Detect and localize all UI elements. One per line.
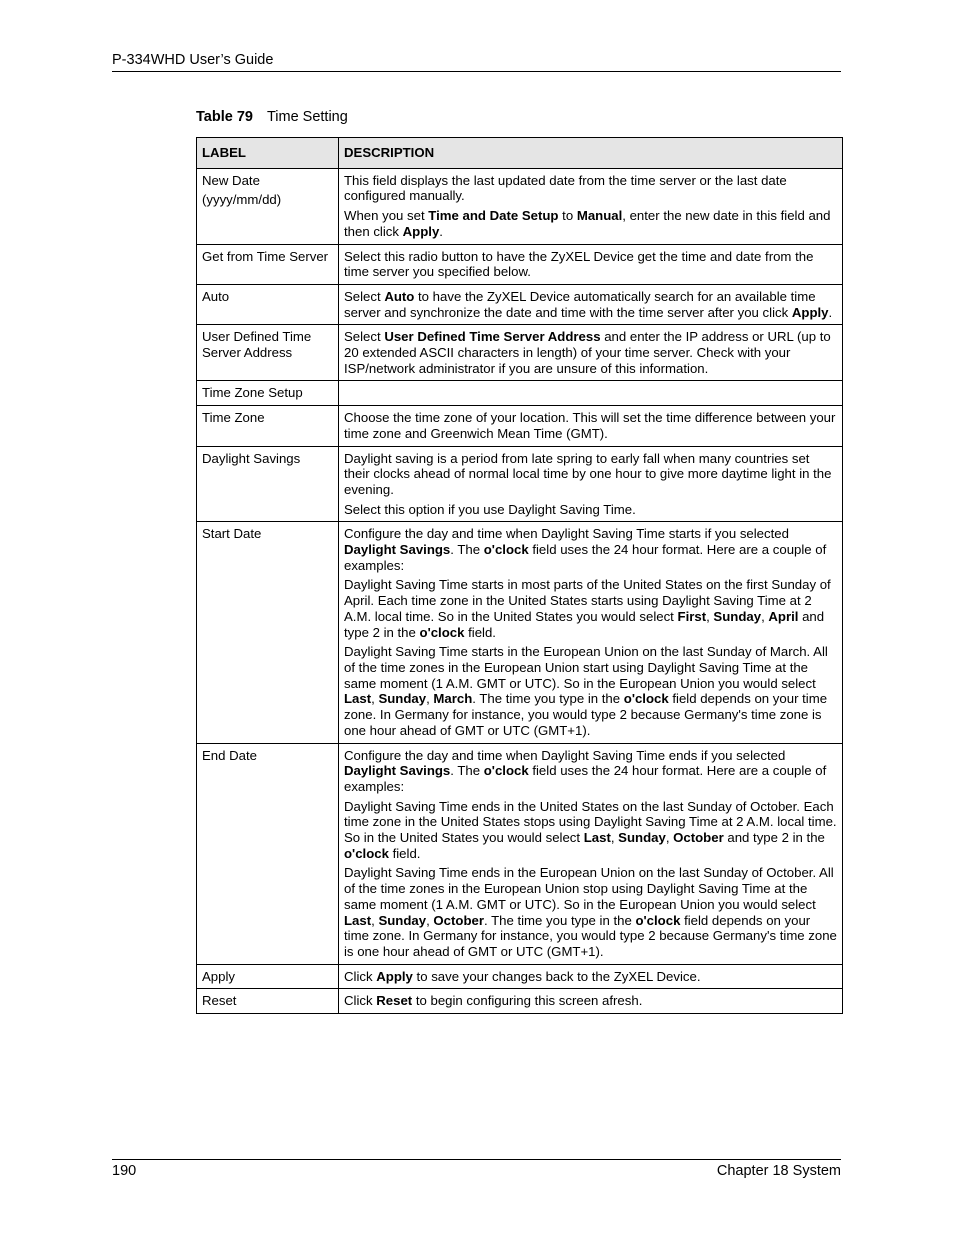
- description-text: Daylight Saving Time starts in the European Union on the last Sunday of March. All of the time zones in the European Union start using Daylight Saving Time at the same moment (1 A.M. GMT or UTC). So in the European Union you would select: [344, 644, 828, 691]
- description-text: field.: [464, 624, 496, 640]
- emphasized-term: o'clock: [483, 542, 529, 558]
- label-text: (yyyy/mm/dd): [202, 192, 282, 208]
- description-text: . The: [450, 542, 484, 558]
- table-body: [197, 168, 843, 1013]
- description-text: , enter the new date in this field and then click: [344, 208, 831, 239]
- description-text: Daylight Saving Time starts in most parts of the United States on the first Sunday of April. Each time zone in the United States starts using Daylight Saving Time at 2 A.M. local time. So in the United States you would select: [344, 577, 831, 624]
- label-text: Reset: [202, 993, 237, 1009]
- description-text: ,: [610, 830, 619, 846]
- label-text: Start Date: [202, 526, 262, 542]
- description-cell: [339, 168, 843, 244]
- label-text: Auto: [202, 288, 230, 304]
- table-row: [197, 964, 843, 989]
- description-cell: [339, 406, 843, 446]
- table-row: [197, 325, 843, 381]
- description-text: . The: [450, 763, 484, 779]
- label-text: Time Zone: [202, 410, 265, 426]
- description-paragraph: [344, 249, 838, 280]
- emphasized-term: Apply: [402, 223, 440, 239]
- emphasized-term: Sunday: [618, 830, 666, 846]
- label-text: User Defined Time Server Address: [202, 329, 312, 361]
- description-text: Click: [344, 993, 377, 1009]
- description-paragraph: [344, 451, 838, 498]
- label-cell: [197, 964, 339, 989]
- table-row: [197, 743, 843, 964]
- description-text: This field displays the last updated date from the time server or the last date configured manually.: [344, 172, 787, 204]
- emphasized-term: October: [673, 830, 724, 846]
- table-row: [197, 522, 843, 743]
- description-paragraph: [344, 526, 838, 573]
- footer-rule: [112, 1159, 841, 1160]
- description-text: and type 2 in the: [344, 608, 825, 640]
- description-cell: [339, 989, 843, 1014]
- label-text: Get from Time Server: [202, 248, 329, 264]
- label-cell: [197, 743, 339, 964]
- label-cell: [197, 406, 339, 446]
- emphasized-term: Daylight Savings: [344, 763, 451, 779]
- description-text: ,: [371, 691, 379, 707]
- description-paragraph: [344, 410, 838, 441]
- emphasized-term: Apply: [376, 968, 413, 984]
- description-paragraph: [344, 748, 838, 795]
- emphasized-term: Last: [583, 830, 611, 846]
- label-cell: [197, 325, 339, 381]
- emphasized-term: Time and Date Setup: [428, 208, 559, 224]
- description-text: field depends on your time zone. In Germany for instance, you would type 2 because Germany's time zone is one hour ahead of GMT or UTC (GMT+1).: [344, 691, 828, 738]
- header-rule: [112, 71, 841, 72]
- emphasized-term: Reset: [376, 993, 413, 1009]
- description-cell: [339, 964, 843, 989]
- description-cell: [339, 522, 843, 743]
- label-cell: [197, 284, 339, 324]
- label-cell: [197, 381, 339, 406]
- description-paragraph: [344, 208, 838, 239]
- description-text: Choose the time zone of your location. This will set the time difference between your time zone and Greenwich Mean Time (GMT).: [344, 410, 836, 441]
- emphasized-term: Auto: [384, 288, 415, 304]
- description-text: field depends on your time zone. In Germany for instance, you would type 2 because Germany's time zone is one hour ahead of GMT or UTC (GMT+1).: [344, 912, 837, 959]
- table-row: [197, 381, 843, 406]
- description-paragraph: [344, 329, 838, 376]
- description-paragraph: [344, 289, 838, 320]
- description-text: and type 2 in the: [723, 830, 825, 846]
- description-text: Daylight saving is a period from late spring to early fall when many countries set their clocks ahead of normal local time by one hour to give more daytime light in the evening.: [344, 450, 832, 497]
- description-text: .: [828, 304, 833, 320]
- emphasized-term: Apply: [791, 304, 829, 320]
- description-text: . The time you type in the: [472, 691, 624, 707]
- description-paragraph: [344, 644, 838, 738]
- emphasized-term: Last: [344, 691, 372, 707]
- table-row: [197, 168, 843, 244]
- column-header-description: DESCRIPTION: [339, 138, 843, 169]
- description-text: to save your changes back to the ZyXEL Device.: [412, 968, 701, 984]
- label-text: End Date: [202, 747, 257, 763]
- description-text: ,: [761, 608, 769, 624]
- label-cell: [197, 522, 339, 743]
- emphasized-term: o'clock: [344, 845, 389, 861]
- emphasized-term: o'clock: [623, 691, 669, 707]
- label-cell: [197, 446, 339, 522]
- description-paragraph: [344, 969, 838, 985]
- table-row: [197, 244, 843, 284]
- description-text: Select this option if you use Daylight Saving Time.: [344, 501, 636, 517]
- description-paragraph: [344, 173, 838, 204]
- description-text: When you set: [344, 208, 429, 224]
- description-paragraph: [344, 799, 838, 862]
- emphasized-term: o'clock: [483, 763, 529, 779]
- time-setting-table: [196, 137, 843, 1014]
- description-text: ,: [371, 912, 379, 928]
- description-cell: [339, 743, 843, 964]
- emphasized-term: Sunday: [713, 608, 762, 624]
- description-text: ,: [426, 691, 434, 707]
- label-cell: [197, 244, 339, 284]
- description-paragraph: [344, 993, 838, 1009]
- description-paragraph: [344, 502, 838, 518]
- description-text: field uses the 24 hour format. Here are a couple of examples:: [344, 542, 827, 573]
- emphasized-term: April: [768, 608, 799, 624]
- description-text: ,: [426, 912, 434, 928]
- page-header: P-334WHD User’s Guide: [112, 52, 274, 68]
- emphasized-term: o'clock: [635, 912, 681, 928]
- description-text: Click: [344, 968, 377, 984]
- description-cell: [339, 446, 843, 522]
- chapter-title: Chapter 18 System: [716, 1163, 841, 1179]
- description-text: field uses the 24 hour format. Here are a couple of examples:: [344, 763, 827, 794]
- emphasized-term: o'clock: [419, 624, 465, 640]
- label-cell: [197, 989, 339, 1014]
- label-cell: [197, 168, 339, 244]
- emphasized-term: User Defined Time Server Address: [384, 329, 601, 345]
- description-text: Select: [344, 329, 385, 345]
- description-cell: [339, 244, 843, 284]
- description-text: to: [558, 208, 577, 224]
- emphasized-term: Sunday: [378, 691, 427, 707]
- description-text: Daylight Saving Time ends in the European Union on the last Sunday of October. All of the time zones in the European Union stop using Daylight Saving Time at the same moment (1 A.M. GMT or UTC). So in the European Union you would select: [344, 865, 834, 912]
- description-text: to have the ZyXEL Device automatically search for an available time server and synchronize the date and time with the time server after you click: [344, 288, 816, 320]
- emphasized-term: Daylight Savings: [344, 542, 451, 558]
- emphasized-term: Manual: [576, 208, 623, 224]
- label-text: Apply: [202, 968, 235, 984]
- column-header-label: LABEL: [197, 138, 339, 169]
- emphasized-term: March: [433, 691, 473, 707]
- description-text: Select this radio button to have the ZyXEL Device get the time and date from the time server you specified below.: [344, 248, 814, 280]
- emphasized-term: Last: [344, 912, 372, 928]
- page-number: 190: [112, 1163, 137, 1179]
- table-caption: [196, 108, 348, 126]
- description-cell: [339, 381, 843, 406]
- description-paragraph: [344, 865, 838, 959]
- description-paragraph: [344, 577, 838, 640]
- description-text: ,: [706, 608, 714, 624]
- description-cell: [339, 284, 843, 324]
- table-header-row: [197, 138, 843, 169]
- description-text: Daylight Saving Time ends in the United States on the last Sunday of October. Each time zone in the United States stops using Daylight Saving Time at 2 A.M. local time. So in the United States you would select: [344, 798, 837, 846]
- description-text: and enter the IP address or URL (up to 20 extended ASCII characters in length) of your time server. Check with your ISP/network administrator if you are unsure of this information.: [344, 329, 831, 376]
- table-caption-number: Table 79: [196, 109, 253, 125]
- table-row: [197, 406, 843, 446]
- table-row: [197, 446, 843, 522]
- description-text: Select: [344, 288, 385, 304]
- label-text: New Date: [202, 172, 260, 188]
- table-row: [197, 989, 843, 1014]
- description-text: field.: [388, 845, 421, 861]
- label-text: Daylight Savings: [202, 450, 301, 466]
- description-text: to begin configuring this screen afresh.: [412, 993, 643, 1009]
- emphasized-term: First: [677, 608, 707, 624]
- description-text: .: [439, 223, 443, 239]
- description-text: Configure the day and time when Daylight Saving Time ends if you selected: [344, 747, 786, 763]
- emphasized-term: Sunday: [378, 912, 427, 928]
- emphasized-term: October: [433, 912, 484, 928]
- description-text: Configure the day and time when Daylight Saving Time starts if you selected: [344, 526, 789, 542]
- description-text: . The time you type in the: [483, 912, 636, 928]
- table-caption-title: Time Setting: [266, 109, 348, 125]
- description-cell: [339, 325, 843, 381]
- label-text: Time Zone Setup: [202, 385, 303, 401]
- description-text: ,: [665, 830, 674, 846]
- table-row: [197, 284, 843, 324]
